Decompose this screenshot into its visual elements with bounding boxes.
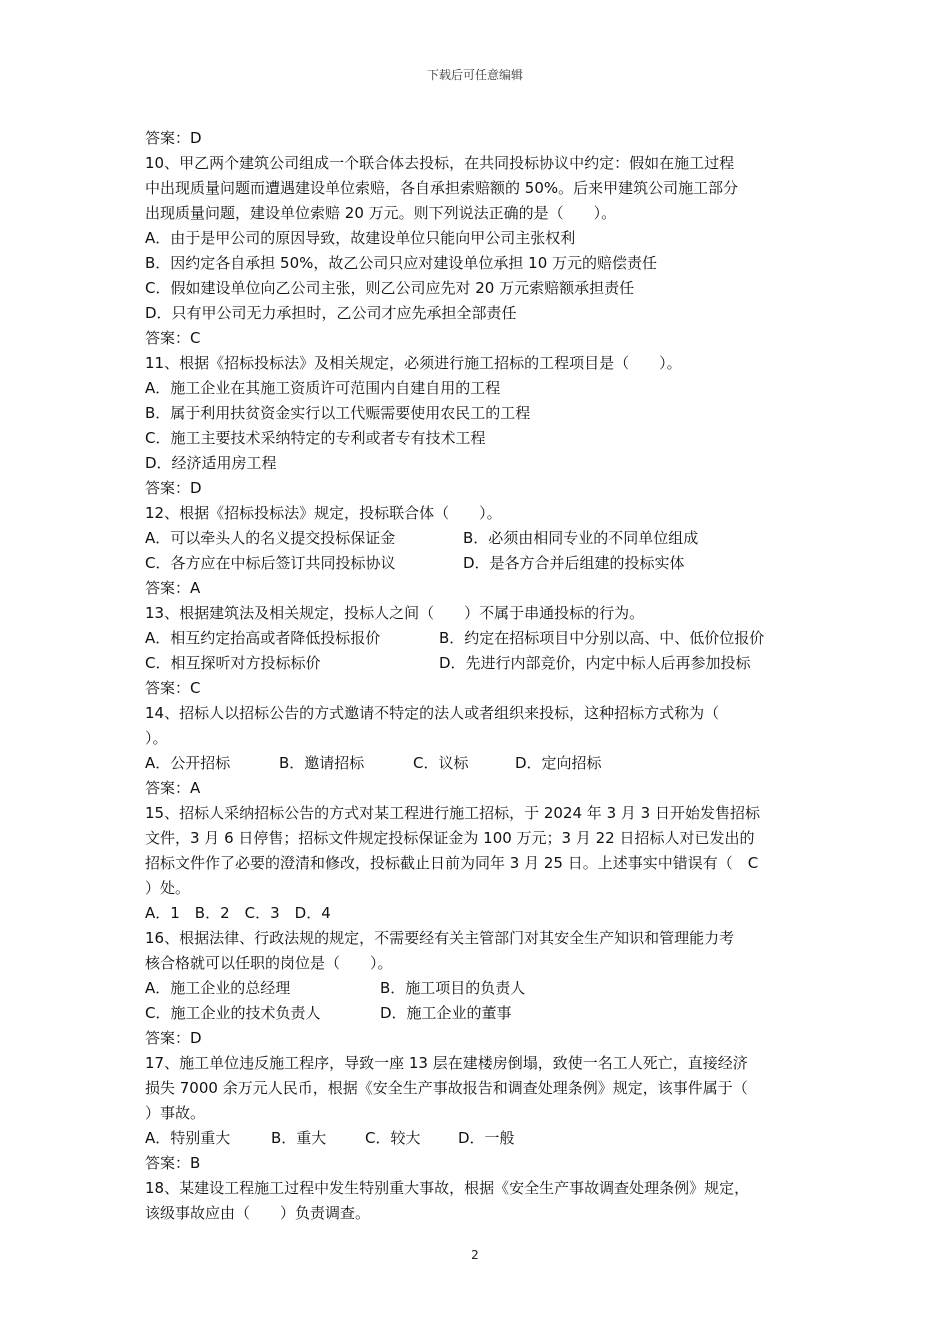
question-15-line: 15、招标人采纳招标公告的方式对某工程进行施工招标，于 2024 年 3 月 3 日开始发售招标 xyxy=(145,804,760,822)
page-header: 下载后可任意编辑 xyxy=(426,68,523,82)
option-line: A．1 B．2 C．3 D．4 xyxy=(145,904,331,922)
option-line: A．施工企业在其施工资质许可范围内自建自用的工程 xyxy=(145,379,501,397)
answer-line: 答案：D xyxy=(145,479,202,497)
option-b: B．邀请招标 xyxy=(279,754,365,772)
option-row xyxy=(145,626,815,651)
option-row xyxy=(145,551,815,576)
option-line: B．属于利用扶贫资金实行以工代赈需要使用农民工的工程 xyxy=(145,404,531,422)
option-row xyxy=(145,976,815,1001)
page-number: 2 xyxy=(471,1248,479,1262)
question-14-line: ）。 xyxy=(145,729,168,747)
option-c: C．议标 xyxy=(413,754,469,772)
document-body xyxy=(145,126,815,1226)
option-c: C．各方应在中标后签订共同投标协议 xyxy=(145,554,396,572)
option-line: A．由于是甲公司的原因导致，故建设单位只能向甲公司主张权利 xyxy=(145,229,576,247)
question-18-line: 18、某建设工程施工过程中发生特别重大事故，根据《安全生产事故调查处理条例》规定， xyxy=(145,1179,750,1197)
option-a: A．相互约定抬高或者降低投标报价 xyxy=(145,629,381,647)
option-line: B．因约定各自承担 50%，故乙公司只应对建设单位承担 10 万元的赔偿责任 xyxy=(145,254,658,272)
option-d: D．一般 xyxy=(458,1129,515,1147)
option-c: C．施工企业的技术负责人 xyxy=(145,1004,321,1022)
option-d: D．是各方合并后组建的投标实体 xyxy=(463,554,685,572)
option-c: C．较大 xyxy=(365,1129,421,1147)
question-15-line: 招标文件作了必要的澄清和修改，投标截止日前为同年 3 月 25 日。上述事实中错误有（ C xyxy=(145,854,759,872)
question-15-line: ）处。 xyxy=(145,879,191,897)
option-d: D．定向招标 xyxy=(515,754,602,772)
option-b: B．必须由相同专业的不同单位组成 xyxy=(463,529,699,547)
question-17-line: ）事故。 xyxy=(145,1104,206,1122)
answer-line: 答案：C xyxy=(145,329,201,347)
option-a: A．公开招标 xyxy=(145,754,231,772)
question-17-line: 17、施工单位违反施工程序，导致一座 13 层在建楼房倒塌，致使一名工人死亡，直接经济 xyxy=(145,1054,748,1072)
option-line: C．施工主要技术采纳特定的专利或者专有技术工程 xyxy=(145,429,486,447)
option-row xyxy=(145,1001,815,1026)
option-b: B．施工项目的负责人 xyxy=(380,979,526,997)
question-18-line: 该级事故应由（ ）负责调查。 xyxy=(145,1204,371,1222)
question-16-line: 16、根据法律、行政法规的规定，不需要经有关主管部门对其安全生产知识和管理能力考 xyxy=(145,929,735,947)
option-row xyxy=(145,651,815,676)
option-a: A．可以牵头人的名义提交投标保证金 xyxy=(145,529,396,547)
answer-line: 答案：B xyxy=(145,1154,201,1172)
answer-line: 答案：A xyxy=(145,779,201,797)
question-16-line: 核合格就可以任职的岗位是（ ）。 xyxy=(145,954,393,972)
question-12-line: 12、根据《招标投标法》规定，投标联合体（ ）。 xyxy=(145,504,502,522)
question-13-line: 13、根据建筑法及相关规定，投标人之间（ ）不属于串通投标的行为。 xyxy=(145,604,645,622)
option-d: D．先进行内部竞价，内定中标人后再参加投标 xyxy=(439,654,751,672)
question-17-line: 损失 7000 余万元人民币，根据《安全生产事故报告和调查处理条例》规定，该事件属于（ xyxy=(145,1079,748,1097)
option-b: B．约定在招标项目中分别以高、中、低价位报价 xyxy=(439,629,765,647)
question-14-line: 14、招标人以招标公告的方式邀请不特定的法人或者组织来投标，这种招标方式称为（ xyxy=(145,704,720,722)
question-10-line: 10、甲乙两个建筑公司组成一个联合体去投标，在共同投标协议中约定：假如在施工过程 xyxy=(145,154,735,172)
option-line: D．经济适用房工程 xyxy=(145,454,277,472)
question-15-line: 文件，3 月 6 日停售；招标文件规定投标保证金为 100 万元；3 月 22 日招标人对已发出的 xyxy=(145,829,755,847)
option-a: A．施工企业的总经理 xyxy=(145,979,291,997)
option-line: D．只有甲公司无力承担时，乙公司才应先承担全部责任 xyxy=(145,304,517,322)
answer-line: 答案：D xyxy=(145,129,202,147)
option-line: C．假如建设单位向乙公司主张，则乙公司应先对 20 万元索赔额承担责任 xyxy=(145,279,635,297)
option-row xyxy=(145,1126,815,1151)
question-10-line: 中出现质量问题而遭遇建设单位索赔，各自承担索赔额的 50%。后来甲建筑公司施工部分 xyxy=(145,179,739,197)
answer-line: 答案：C xyxy=(145,679,201,697)
answer-line: 答案：D xyxy=(145,1029,202,1047)
option-b: B．重大 xyxy=(271,1129,327,1147)
question-11-line: 11、根据《招标投标法》及相关规定，必须进行施工招标的工程项目是（ ）。 xyxy=(145,354,682,372)
option-d: D．施工企业的董事 xyxy=(380,1004,512,1022)
answer-line: 答案：A xyxy=(145,579,201,597)
question-10-line: 出现质量问题，建设单位索赔 20 万元。则下列说法正确的是（ ）。 xyxy=(145,204,617,222)
option-row xyxy=(145,751,815,776)
option-row xyxy=(145,526,815,551)
option-c: C．相互探听对方投标标价 xyxy=(145,654,321,672)
option-a: A．特别重大 xyxy=(145,1129,231,1147)
